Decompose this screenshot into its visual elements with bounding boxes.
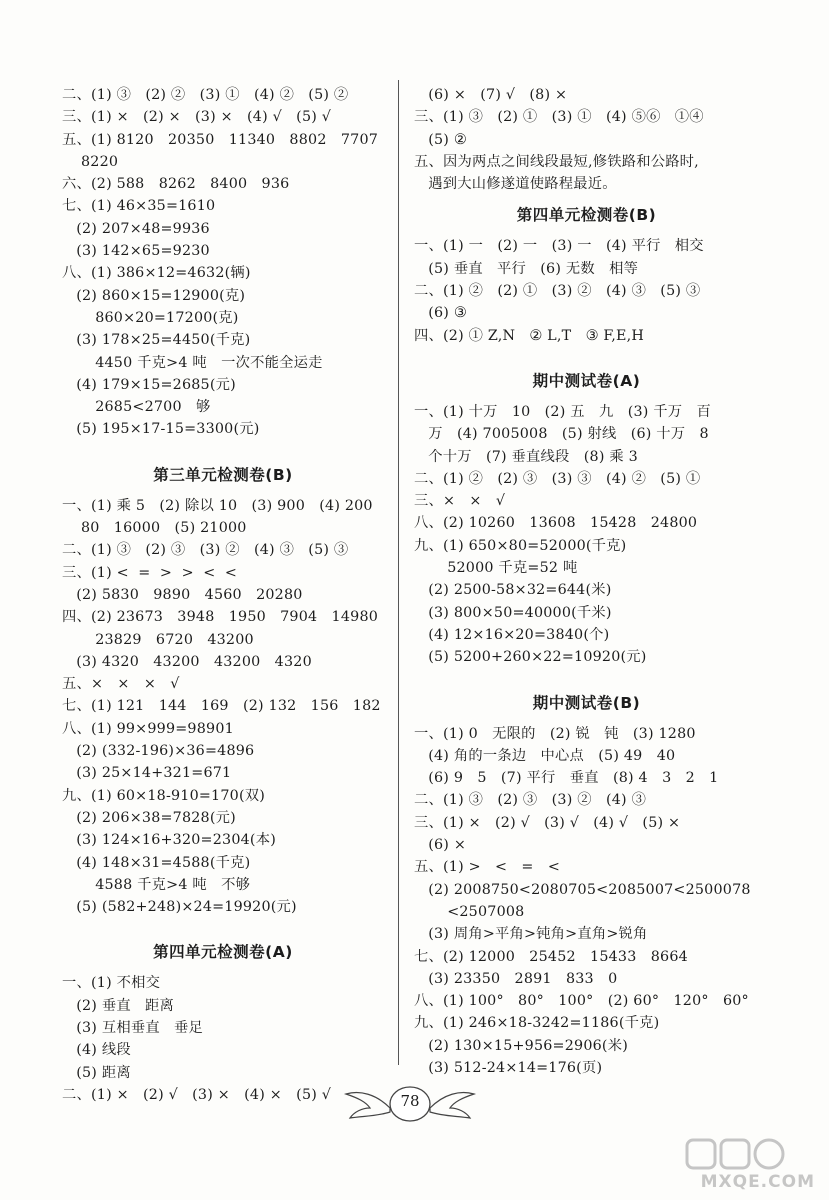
right-answer-line: 五、(1) > < = < xyxy=(414,859,561,876)
right-answer-line: 七、(2) 12000 25452 15433 8664 xyxy=(414,948,688,965)
right-answer-line: (6) 9 5 (7) 平行 垂直 (8) 4 3 2 1 xyxy=(414,770,719,787)
left-answer-line: 4588 千克>4 吨 不够 xyxy=(62,876,251,893)
page-number-badge xyxy=(340,1078,480,1130)
right-answer-line: (6) ③ xyxy=(414,305,467,322)
right-answer-line: 三、× × √ xyxy=(414,493,506,510)
left-answer-line: 二、(1) ③ (2) ② (3) ① (4) ② (5) ② xyxy=(62,87,349,103)
right-answer-line: (3) 512-24×14=176(页) xyxy=(414,1059,603,1076)
left-answer-line: 80 16000 (5) 21000 xyxy=(62,520,247,537)
right-answer-line: (3) 800×50=40000(千米) xyxy=(414,604,612,621)
right-answer-line: (4) 角的一条边 中心点 (5) 49 40 xyxy=(414,747,676,764)
left-answer-line: 三、(1) × (2) × (3) × (4) √ (5) √ xyxy=(62,109,332,126)
left-answer-line: (3) 178×25=4450(千克) xyxy=(62,332,251,349)
right-answer-line: (2) 2500-58×32=644(米) xyxy=(414,582,612,599)
left-answer-line: (2) 206×38=7828(元) xyxy=(62,809,236,826)
left-answer-line: 八、(1) 99×999=98901 xyxy=(62,720,234,737)
left-answer-line: 五、(1) 8120 20350 11340 8802 7707 xyxy=(62,131,379,148)
left-answer-line: 七、(1) 121 144 169 (2) 132 156 182 xyxy=(62,698,381,715)
left-answer-line: 860×20=17200(克) xyxy=(62,309,239,326)
left-answer-line: 4450 千克>4 吨 一次不能全运走 xyxy=(62,354,323,371)
left-answer-line: 六、(2) 588 8262 8400 936 xyxy=(62,176,290,193)
left-answer-line: 8220 xyxy=(62,153,119,170)
section-heading: 期中测试卷(B) xyxy=(532,693,641,712)
column-divider xyxy=(398,80,399,1065)
right-answer-line: 九、(1) 650×80=52000(千克) xyxy=(414,537,627,554)
page-number: 78 xyxy=(400,1092,420,1110)
section-gap xyxy=(414,669,759,683)
right-answer-line: 八、(1) 100° 80° 100° (2) 60° 120° 60° xyxy=(414,993,749,1010)
left-answer-line: (4) 148×31=4588(千克) xyxy=(62,854,251,871)
right-answer-line: (3) 周角>平角>钝角>直角>锐角 xyxy=(414,926,648,943)
right-answer-line: 九、(1) 246×18-3242=1186(千克) xyxy=(414,1015,660,1032)
left-answer-line: (3) 124×16+320=2304(本) xyxy=(62,832,276,849)
right-answer-line: 万 (4) 7005008 (5) 射线 (6) 十万 8 xyxy=(414,426,709,443)
right-answer-line: 五、因为两点之间线段最短,修铁路和公路时, xyxy=(414,153,699,170)
right-answer-line: 二、(1) ② (2) ③ (3) ③ (4) ② (5) ① xyxy=(414,470,701,487)
right-answer-line: 四、(2) ① Z,N ② L,T ③ F,E,H xyxy=(414,327,645,344)
answer-site-logo-icon xyxy=(685,1136,785,1174)
left-answer-line: (3) 25×14+321=671 xyxy=(62,765,232,782)
right-answer-line: (4) 12×16×20=3840(个) xyxy=(414,626,610,643)
right-answer-line: (6) × xyxy=(414,837,467,854)
left-answer-line: 2685<2700 够 xyxy=(62,399,211,416)
left-answer-line: (2) 5830 9890 4560 20280 xyxy=(62,586,303,603)
section-gap xyxy=(62,441,384,455)
right-answer-line: 二、(1) ③ (2) ③ (3) ② (4) ③ xyxy=(414,792,647,809)
left-answer-line: (5) (582+248)×24=19920(元) xyxy=(62,899,297,916)
right-answer-line: 一、(1) 一 (2) 一 (3) 一 (4) 平行 相交 xyxy=(414,238,704,255)
left-column xyxy=(62,84,384,1106)
left-answer-line: 四、(2) 23673 3948 1950 7904 14980 xyxy=(62,609,379,626)
section-gap xyxy=(62,918,384,932)
right-answer-line: <2507008 xyxy=(414,903,525,920)
right-answer-line: 52000 千克=52 吨 xyxy=(414,560,578,577)
left-answer-line: (5) 距离 xyxy=(62,1064,131,1081)
right-answer-line: 八、(2) 10260 13608 15428 24800 xyxy=(414,515,698,532)
right-answer-line: (5) ② xyxy=(414,131,467,148)
right-answer-line: (6) × (7) √ (8) × xyxy=(414,87,568,103)
left-answer-line: 二、(1) ③ (2) ③ (3) ② (4) ③ (5) ③ xyxy=(62,542,349,559)
right-answer-line: (5) 垂直 平行 (6) 无数 相等 xyxy=(414,260,639,277)
section-heading: 期中测试卷(A) xyxy=(532,371,641,390)
right-answer-line: (5) 5200+260×22=10920(元) xyxy=(414,649,647,666)
left-answer-line: 八、(1) 386×12=4632(辆) xyxy=(62,265,251,282)
left-answer-line: 九、(1) 60×18-910=170(双) xyxy=(62,787,265,804)
left-answer-line: (2) 207×48=9936 xyxy=(62,220,210,237)
right-answer-line: 二、(1) ② (2) ① (3) ② (4) ③ (5) ③ xyxy=(414,283,701,300)
left-answer-line: (4) 线段 xyxy=(62,1042,131,1059)
left-answer-line: 一、(1) 不相交 xyxy=(62,975,161,992)
left-answer-line: (3) 4320 43200 43200 4320 xyxy=(62,653,312,670)
right-answer-line: 三、(1) × (2) √ (3) √ (4) √ (5) × xyxy=(414,814,681,831)
left-answer-line: (3) 互相垂直 垂足 xyxy=(62,1019,204,1036)
right-answer-line: (2) 2008750<2080705<2085007<2500078 xyxy=(414,881,751,898)
site-watermark xyxy=(685,1136,815,1192)
right-answer-line: 个十万 (7) 垂直线段 (8) 乘 3 xyxy=(414,448,638,465)
left-answer-line: 三、(1) < = > > < < xyxy=(62,564,238,581)
section-heading: 第四单元检测卷(A) xyxy=(153,943,293,962)
left-answer-line: 23829 6720 43200 xyxy=(62,631,254,648)
left-answer-line: (4) 179×15=2685(元) xyxy=(62,376,236,393)
left-answer-line: 七、(1) 46×35=1610 xyxy=(62,198,216,215)
right-answer-line: (2) 130×15+956=2906(米) xyxy=(414,1037,628,1054)
right-answer-line: (3) 23350 2891 833 0 xyxy=(414,970,618,987)
right-answer-line: 一、(1) 0 无限的 (2) 锐 钝 (3) 1280 xyxy=(414,725,696,742)
left-answer-line: 一、(1) 乘 5 (2) 除以 10 (3) 900 (4) 200 xyxy=(62,497,373,514)
left-answer-line: (2) 垂直 距离 xyxy=(62,997,175,1014)
left-answer-line: (3) 142×65=9230 xyxy=(62,243,210,260)
right-column xyxy=(414,84,759,1079)
left-answer-line: (2) (332-196)×36=4896 xyxy=(62,743,255,760)
right-answer-line: 三、(1) ③ (2) ① (3) ① (4) ⑤⑥ ①④ xyxy=(414,109,704,126)
right-answer-line: 遇到大山修遂道使路程最近。 xyxy=(414,176,617,193)
left-answer-line: (2) 860×15=12900(克) xyxy=(62,287,246,304)
left-answer-line: (5) 195×17-15=3300(元) xyxy=(62,421,260,438)
left-answer-line: 五、× × × √ xyxy=(62,676,180,693)
watermark-text: MXQE.COM xyxy=(700,1172,815,1192)
section-heading: 第三单元检测卷(B) xyxy=(153,465,293,484)
right-answer-line: 一、(1) 十万 10 (2) 五 九 (3) 千万 百 xyxy=(414,403,712,420)
left-answer-line: 二、(1) × (2) √ (3) × (4) × (5) √ xyxy=(62,1086,332,1103)
section-gap xyxy=(414,347,759,361)
section-heading: 第四单元检测卷(B) xyxy=(516,206,657,225)
